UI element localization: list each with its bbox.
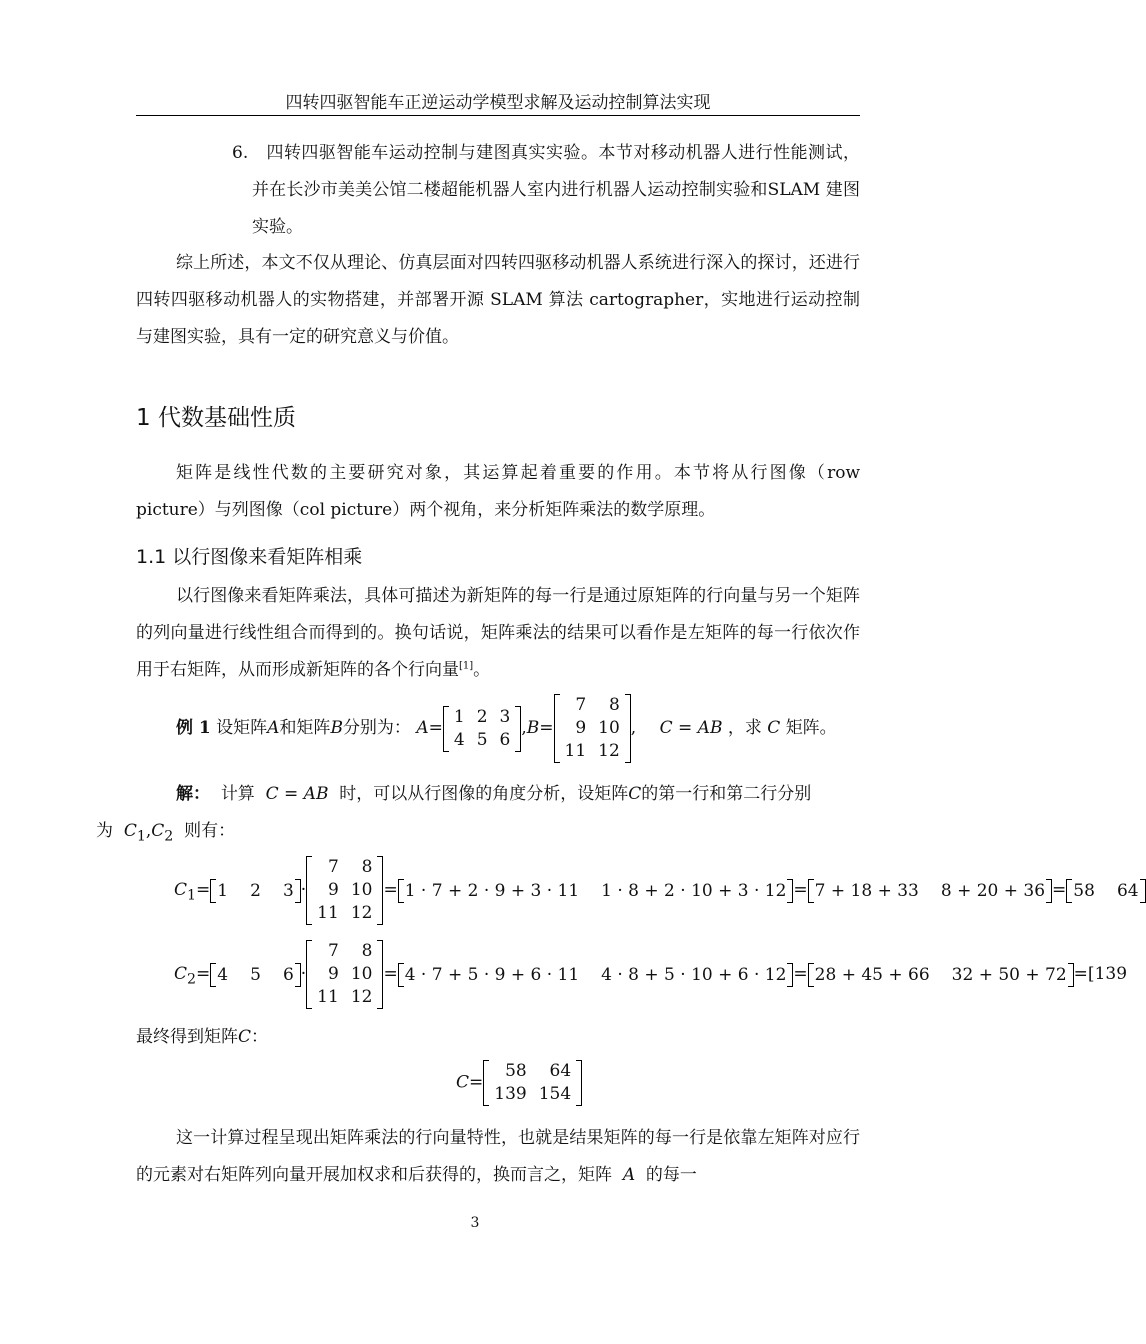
row-vector-1: 1 2 3 xyxy=(210,879,300,903)
step1-vector-1: 1 · 7 + 2 · 9 + 3 · 11 1 · 8 + 2 · 10 + 3 · 12 xyxy=(398,879,794,903)
result-vector-1: 58 64 xyxy=(1066,879,1145,903)
final-matrix: C= 58 64 139 154 xyxy=(456,1060,582,1106)
example-text: 设矩阵 xyxy=(216,718,268,738)
ask-text: ，求 xyxy=(727,718,762,738)
eq-C-AB: C = AB xyxy=(659,718,723,738)
solution-paragraph: 解： 计算 C = AB 时，可以从行图像的角度分析，设矩阵C的第一行和第二行分别 为 $C_1,C_2$ 则有： xyxy=(96,784,812,845)
section-intro-paragraph: 矩阵是线性代数的主要研究对象，其运算起着重要的作用。本节将从行图像（row picture）与列图像（col picture）两个视角，来分析矩阵乘法的数学原理。 xyxy=(136,463,860,520)
list-item-6 xyxy=(136,135,860,246)
subsection-heading-1-1: 1.1 以行图像来看矩阵相乘 xyxy=(136,546,363,568)
row-picture-end: 。 xyxy=(473,660,491,680)
example-text-and: 和矩阵 xyxy=(279,718,331,738)
list-number: 6. xyxy=(232,143,249,163)
var-A: A xyxy=(267,718,280,738)
summary-paragraph: 综上所述，本文不仅从理论、仿真层面对四转四驱移动机器人系统进行深入的探讨，还进行四转四驱移动机器人的实物搭建，并部署开源 SLAM 算法 cartographer，实地进行运动控制与建图实验，具有一定的研究意义与价值。 xyxy=(136,253,860,347)
citation: [1] xyxy=(459,660,474,672)
example-label: 例 1 xyxy=(176,718,211,738)
example-text-2: 分别为： xyxy=(342,718,411,738)
step2-vector-1: 7 + 18 + 33 8 + 20 + 36 xyxy=(808,879,1052,903)
matrix-B: 7 8 9 10 11 12 xyxy=(554,694,631,763)
ask-end: 矩阵。 xyxy=(785,718,837,738)
row-vector-2: 4 5 6 xyxy=(210,963,300,987)
solution-label: 解： xyxy=(176,784,210,804)
matrix-B-copy-2: 7 8 9 10 11 12 xyxy=(306,940,383,1009)
var-C: C xyxy=(767,718,781,738)
result-vector-2: 139 xyxy=(1094,964,1128,984)
matrix-C: 58 64 139 154 xyxy=(483,1060,582,1106)
running-header: 四转四驱智能车正逆运动学模型求解及运动控制算法实现 xyxy=(136,92,860,116)
matrix-B-copy-1: 7 8 9 10 11 12 xyxy=(306,856,383,925)
var-B: B xyxy=(330,718,343,738)
step2-vector-2: 28 + 45 + 66 32 + 50 + 72 xyxy=(808,963,1074,987)
calc-C2: $C_2= 4$ 5 6 · 7 8 9 10 11 12 = 4 · 7 + 5 · 9 + 6 · 11 4 · 8 + 5 · 10 + 6 · 12 = 28 + 45 + 66 32 + 50 + 72 =[139 xyxy=(174,941,1128,1007)
row-picture-text: 以行图像来看矩阵乘法，具体可描述为新矩阵的每一行是通过原矩阵的行向量与另一个矩阵的列向量进行线性组合而得到的。换句话说，矩阵乘法的结果可以看作是左矩阵的每一行依次作用于右矩阵，从而形成新矩阵的各个行向量 xyxy=(136,586,860,680)
final-text: 最终得到矩阵C： xyxy=(136,1027,269,1047)
matrix-A: 1 2 3 4 5 6 xyxy=(443,706,521,752)
row-picture-paragraph xyxy=(136,578,860,689)
step1-vector-2: 4 · 7 + 5 · 9 + 6 · 11 4 · 8 + 5 · 10 + 6 · 12 xyxy=(398,963,794,987)
example-1: 例 1 设矩阵A和矩阵B分别为： A= 1 2 3 4 5 6 ,B= 7 8 9 10 11 12 , C = AB ，求 C 矩阵。 xyxy=(176,695,837,761)
calc-C1: $C_1= 1$ 2 3 · 7 8 9 10 11 12 = 1 · 7 + 2 · 9 + 3 · 11 1 · 8 + 2 · 10 + 3 · 12 = 7 + 18 + 33 8 + 20 + 36 = 58 64 xyxy=(174,856,1146,925)
conclusion-paragraph: 这一计算过程呈现出矩阵乘法的行向量特性，也就是结果矩阵的每一行是依靠左矩阵对应行的元素对右矩阵列向量开展加权求和后获得的，换而言之，矩阵 A 的每一 xyxy=(136,1128,860,1185)
list-item-text: 四转四驱智能车运动控制与建图真实实验。本节对移动机器人进行性能测试，并在长沙市美美公馆二楼超能机器人室内进行机器人运动控制实验和SLAM 建图实验。 xyxy=(252,143,860,237)
section-heading-1: 1 代数基础性质 xyxy=(136,405,296,431)
page-number: 3 xyxy=(470,1215,480,1231)
